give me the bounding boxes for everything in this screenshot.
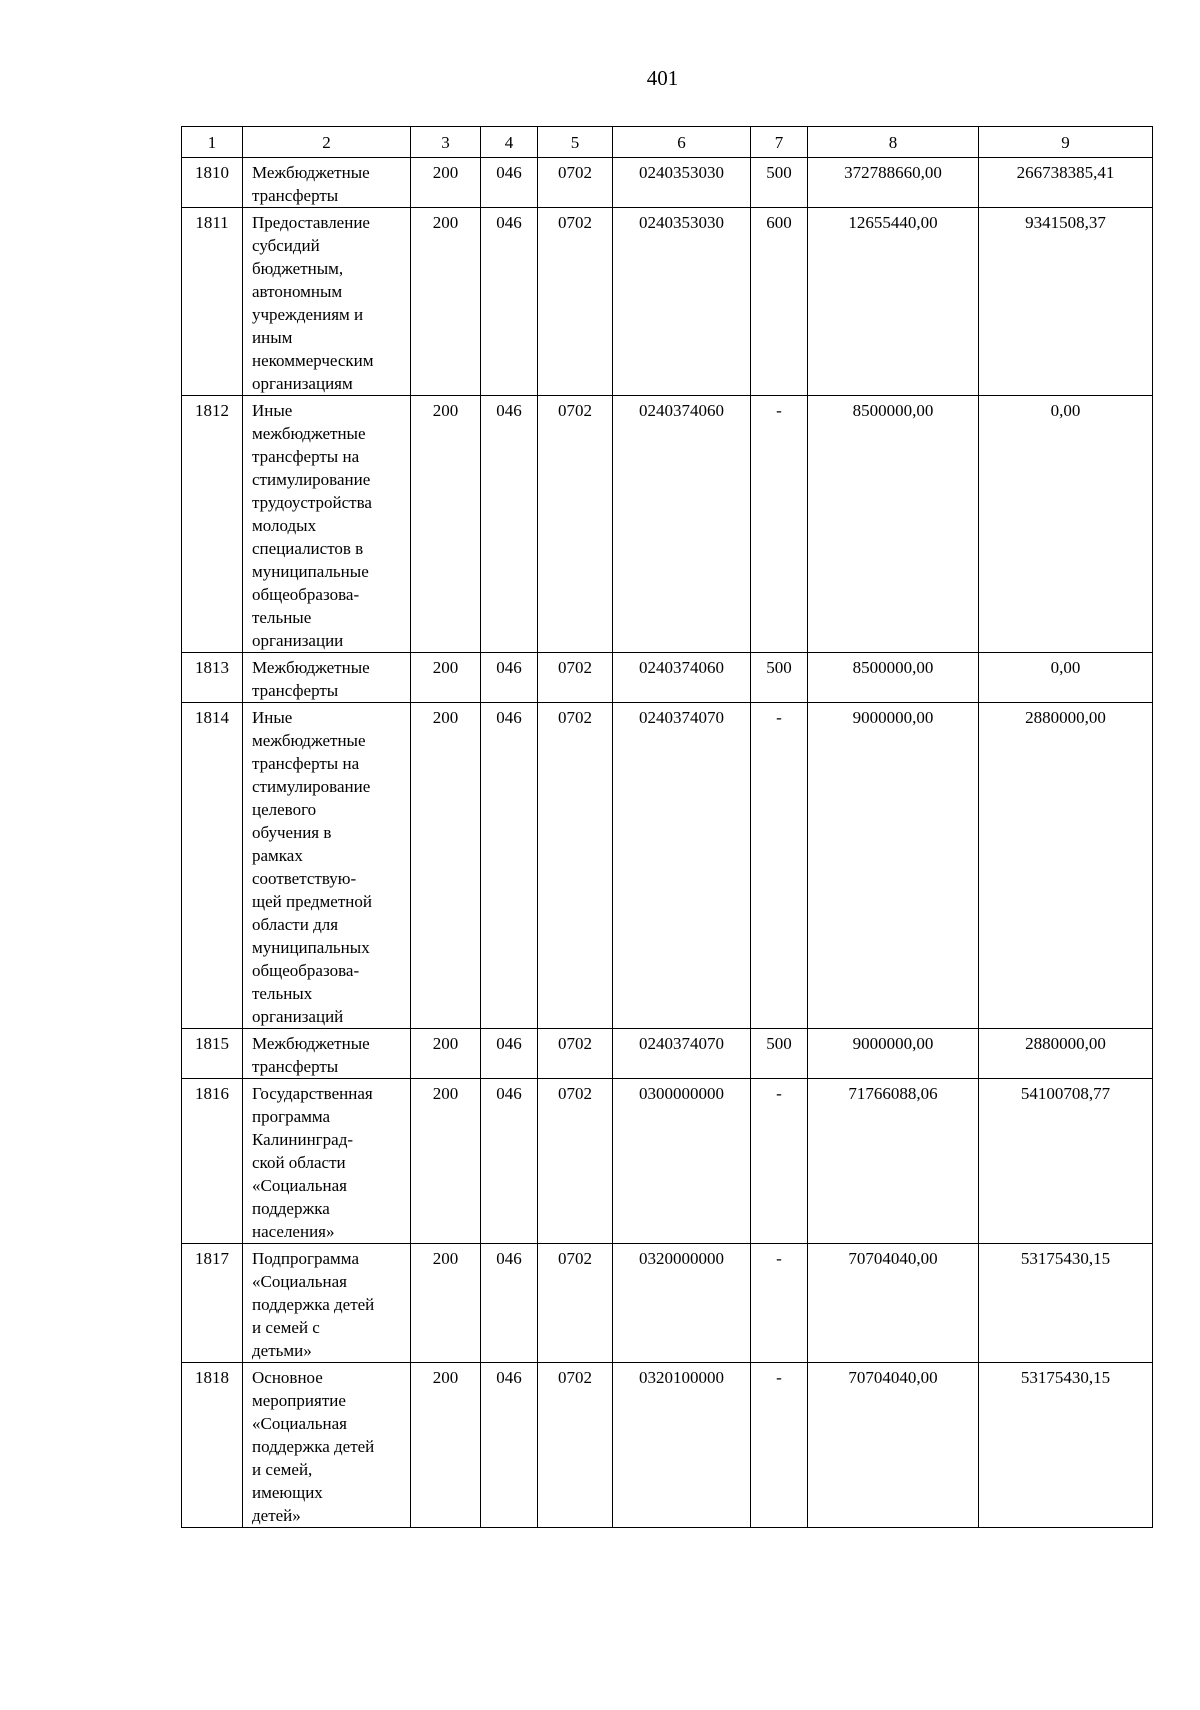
row-code: 0240353030 xyxy=(613,208,751,396)
row-col4: 046 xyxy=(481,653,538,703)
row-number: 1810 xyxy=(182,158,243,208)
row-amount-plan: 8500000,00 xyxy=(808,396,979,653)
row-type: 500 xyxy=(751,158,808,208)
row-code: 0240374060 xyxy=(613,396,751,653)
row-col3: 200 xyxy=(411,208,481,396)
row-number: 1818 xyxy=(182,1363,243,1528)
row-col5: 0702 xyxy=(538,703,613,1029)
row-amount-plan: 9000000,00 xyxy=(808,1029,979,1079)
row-col4: 046 xyxy=(481,1363,538,1528)
table-row xyxy=(182,396,1153,653)
row-amount-plan: 70704040,00 xyxy=(808,1363,979,1528)
table-row xyxy=(182,1079,1153,1244)
row-col4: 046 xyxy=(481,208,538,396)
row-type: - xyxy=(751,1079,808,1244)
row-code: 0240374070 xyxy=(613,1029,751,1079)
row-col3: 200 xyxy=(411,158,481,208)
row-name: Иные межбюджетные трансферты на стимулирование трудоустройства молодых специалистов в муниципальные общеобразова- тельные организации xyxy=(243,396,411,653)
budget-table xyxy=(181,126,1153,1528)
row-type: 500 xyxy=(751,653,808,703)
table-body xyxy=(182,158,1153,1528)
row-col3: 200 xyxy=(411,1363,481,1528)
row-amount-actual: 266738385,41 xyxy=(979,158,1153,208)
table-row xyxy=(182,703,1153,1029)
row-code: 0240374070 xyxy=(613,703,751,1029)
table-row xyxy=(182,653,1153,703)
row-number: 1814 xyxy=(182,703,243,1029)
row-col4: 046 xyxy=(481,396,538,653)
row-name: Межбюджетные трансферты xyxy=(243,158,411,208)
header-cell-4: 4 xyxy=(481,127,538,158)
row-code: 0320000000 xyxy=(613,1244,751,1363)
row-amount-plan: 372788660,00 xyxy=(808,158,979,208)
row-name: Подпрограмма «Социальная поддержка детей и семей с детьми» xyxy=(243,1244,411,1363)
row-amount-actual: 2880000,00 xyxy=(979,1029,1153,1079)
row-col5: 0702 xyxy=(538,1244,613,1363)
row-type: - xyxy=(751,1363,808,1528)
row-type: - xyxy=(751,703,808,1029)
header-cell-1: 1 xyxy=(182,127,243,158)
row-code: 0240374060 xyxy=(613,653,751,703)
row-name: Государственная программа Калининград- ской области «Социальная поддержка населения» xyxy=(243,1079,411,1244)
row-col3: 200 xyxy=(411,703,481,1029)
row-code: 0300000000 xyxy=(613,1079,751,1244)
row-col5: 0702 xyxy=(538,1079,613,1244)
row-number: 1813 xyxy=(182,653,243,703)
page-number: 401 xyxy=(646,66,679,90)
row-col3: 200 xyxy=(411,396,481,653)
row-number: 1817 xyxy=(182,1244,243,1363)
row-type: - xyxy=(751,1244,808,1363)
row-col3: 200 xyxy=(411,653,481,703)
row-col4: 046 xyxy=(481,1029,538,1079)
header-cell-8: 8 xyxy=(808,127,979,158)
table-row xyxy=(182,1244,1153,1363)
row-amount-actual: 2880000,00 xyxy=(979,703,1153,1029)
row-col3: 200 xyxy=(411,1079,481,1244)
table-row xyxy=(182,1029,1153,1079)
row-amount-actual: 9341508,37 xyxy=(979,208,1153,396)
table-row xyxy=(182,208,1153,396)
row-col4: 046 xyxy=(481,158,538,208)
row-col4: 046 xyxy=(481,703,538,1029)
row-amount-plan: 12655440,00 xyxy=(808,208,979,396)
row-amount-plan: 9000000,00 xyxy=(808,703,979,1029)
row-code: 0240353030 xyxy=(613,158,751,208)
row-number: 1816 xyxy=(182,1079,243,1244)
row-name: Основное мероприятие «Социальная поддержка детей и семей, имеющих детей» xyxy=(243,1363,411,1528)
row-number: 1811 xyxy=(182,208,243,396)
row-type: 500 xyxy=(751,1029,808,1079)
row-col3: 200 xyxy=(411,1029,481,1079)
header-cell-7: 7 xyxy=(751,127,808,158)
row-amount-actual: 0,00 xyxy=(979,396,1153,653)
row-col4: 046 xyxy=(481,1244,538,1363)
header-cell-2: 2 xyxy=(243,127,411,158)
row-code: 0320100000 xyxy=(613,1363,751,1528)
row-amount-actual: 53175430,15 xyxy=(979,1244,1153,1363)
row-col5: 0702 xyxy=(538,158,613,208)
row-amount-plan: 71766088,06 xyxy=(808,1079,979,1244)
row-number: 1812 xyxy=(182,396,243,653)
row-col5: 0702 xyxy=(538,1363,613,1528)
header-cell-3: 3 xyxy=(411,127,481,158)
row-col4: 046 xyxy=(481,1079,538,1244)
header-cell-9: 9 xyxy=(979,127,1153,158)
row-col5: 0702 xyxy=(538,1029,613,1079)
row-number: 1815 xyxy=(182,1029,243,1079)
row-type: 600 xyxy=(751,208,808,396)
row-amount-plan: 8500000,00 xyxy=(808,653,979,703)
row-type: - xyxy=(751,396,808,653)
table-row xyxy=(182,158,1153,208)
row-name: Межбюджетные трансферты xyxy=(243,653,411,703)
header-cell-5: 5 xyxy=(538,127,613,158)
header-row xyxy=(182,127,1153,158)
row-col5: 0702 xyxy=(538,208,613,396)
row-amount-actual: 54100708,77 xyxy=(979,1079,1153,1244)
row-amount-actual: 53175430,15 xyxy=(979,1363,1153,1528)
row-col5: 0702 xyxy=(538,396,613,653)
row-col5: 0702 xyxy=(538,653,613,703)
table-row xyxy=(182,1363,1153,1528)
row-name: Межбюджетные трансферты xyxy=(243,1029,411,1079)
row-amount-plan: 70704040,00 xyxy=(808,1244,979,1363)
row-col3: 200 xyxy=(411,1244,481,1363)
row-name: Предоставление субсидий бюджетным, автономным учреждениям и иным некоммерческим организациям xyxy=(243,208,411,396)
row-amount-actual: 0,00 xyxy=(979,653,1153,703)
header-cell-6: 6 xyxy=(613,127,751,158)
row-name: Иные межбюджетные трансферты на стимулирование целевого обучения в рамках соответствую- щей предметной области для муниципальных общеобразова- тельных организаций xyxy=(243,703,411,1029)
